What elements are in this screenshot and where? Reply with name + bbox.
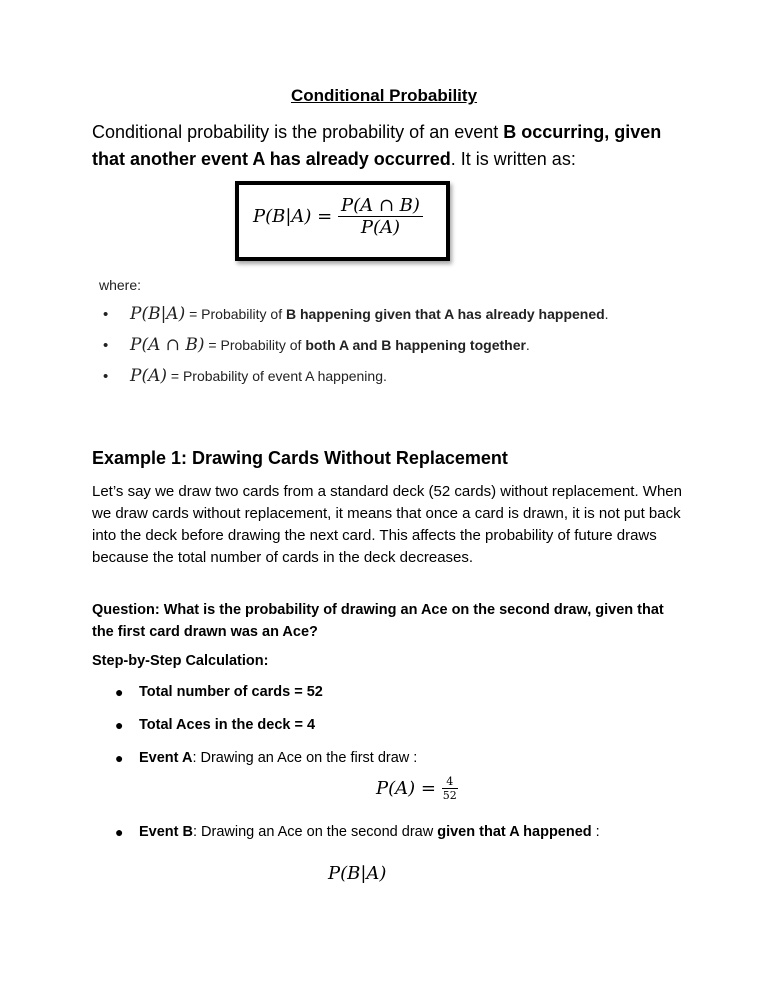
formula-numerator: P(A ∩ B) xyxy=(341,195,420,216)
definition-bold: B happening given that A has already happened xyxy=(285,306,605,322)
event-a-formula xyxy=(376,775,458,802)
definition-list xyxy=(103,304,703,397)
definition-item xyxy=(103,366,703,397)
definition-end: . xyxy=(604,306,609,322)
definition-item xyxy=(103,335,703,366)
definition-bold: both A and B happening together xyxy=(305,337,526,353)
bullet-icon: ● xyxy=(115,824,124,840)
definition-text: = Probability of xyxy=(185,306,286,322)
steps-heading: Step-by-Step Calculation: xyxy=(92,653,269,669)
event-a-denominator: 52 xyxy=(442,789,457,802)
bullet-icon: • xyxy=(103,368,109,385)
definition-math: P(A ∩ B) xyxy=(130,335,205,355)
bullet-icon: ● xyxy=(115,717,124,733)
definition-text: = Probability of xyxy=(204,337,306,353)
step-bold: Event A xyxy=(139,750,193,766)
where-label: where: xyxy=(99,277,142,293)
formula-fraction xyxy=(338,195,423,238)
conditional-probability-formula-box xyxy=(235,181,450,261)
step-text: : Drawing an Ace on the first draw : xyxy=(192,750,418,766)
page-title: Conditional Probability xyxy=(290,86,478,105)
definition-item xyxy=(103,304,703,335)
formula-lhs: P(B|A) = xyxy=(253,206,333,227)
definition-text: = Probability of event A happening. xyxy=(166,368,387,384)
step-bold: Event B xyxy=(139,824,193,840)
event-a-lhs: P(A) = xyxy=(376,778,436,799)
example-paragraph: Let’s say we draw two cards from a standard deck (52 cards) without replacement. When we draw cards without replacement, it means that once a card is drawn, it is not put back into the deck before drawing the next card. This affects the probability of future draws because the total number of cards in the deck decreases. xyxy=(92,483,682,566)
definition-end: . xyxy=(525,337,530,353)
bullet-icon: • xyxy=(103,306,109,323)
event-b-formula: P(B|A) xyxy=(328,863,387,884)
example-heading: Example 1: Drawing Cards Without Replacement xyxy=(92,448,508,468)
intro-paragraph xyxy=(92,119,682,173)
conditional-probability-formula xyxy=(253,195,423,238)
formula-denominator: P(A) xyxy=(338,216,423,238)
intro-text-1: Conditional probability is the probability of an event xyxy=(92,122,504,142)
step-text: : Drawing an Ace on the second draw xyxy=(193,824,438,840)
bullet-icon: • xyxy=(103,337,109,354)
bullet-icon: ● xyxy=(115,684,124,700)
step-bold: Total number of cards = 52 xyxy=(139,684,323,700)
question-text: Question: What is the probability of drawing an Ace on the second draw, given that the first card drawn was an Ace? xyxy=(92,602,664,640)
intro-text-2: . It is written as: xyxy=(450,149,576,169)
step-text-2: : xyxy=(591,824,600,840)
definition-math: P(B|A) xyxy=(130,304,186,324)
event-a-fraction xyxy=(442,775,458,802)
intro-bold-text: B occurring, given that another event A has already occurred xyxy=(92,122,662,169)
step-bold-2: given that A happened xyxy=(437,824,592,840)
bullet-icon: ● xyxy=(115,750,124,766)
event-a-numerator: 4 xyxy=(446,775,454,788)
definition-math: P(A) xyxy=(130,366,167,386)
step-bold: Total Aces in the deck = 4 xyxy=(139,717,316,733)
